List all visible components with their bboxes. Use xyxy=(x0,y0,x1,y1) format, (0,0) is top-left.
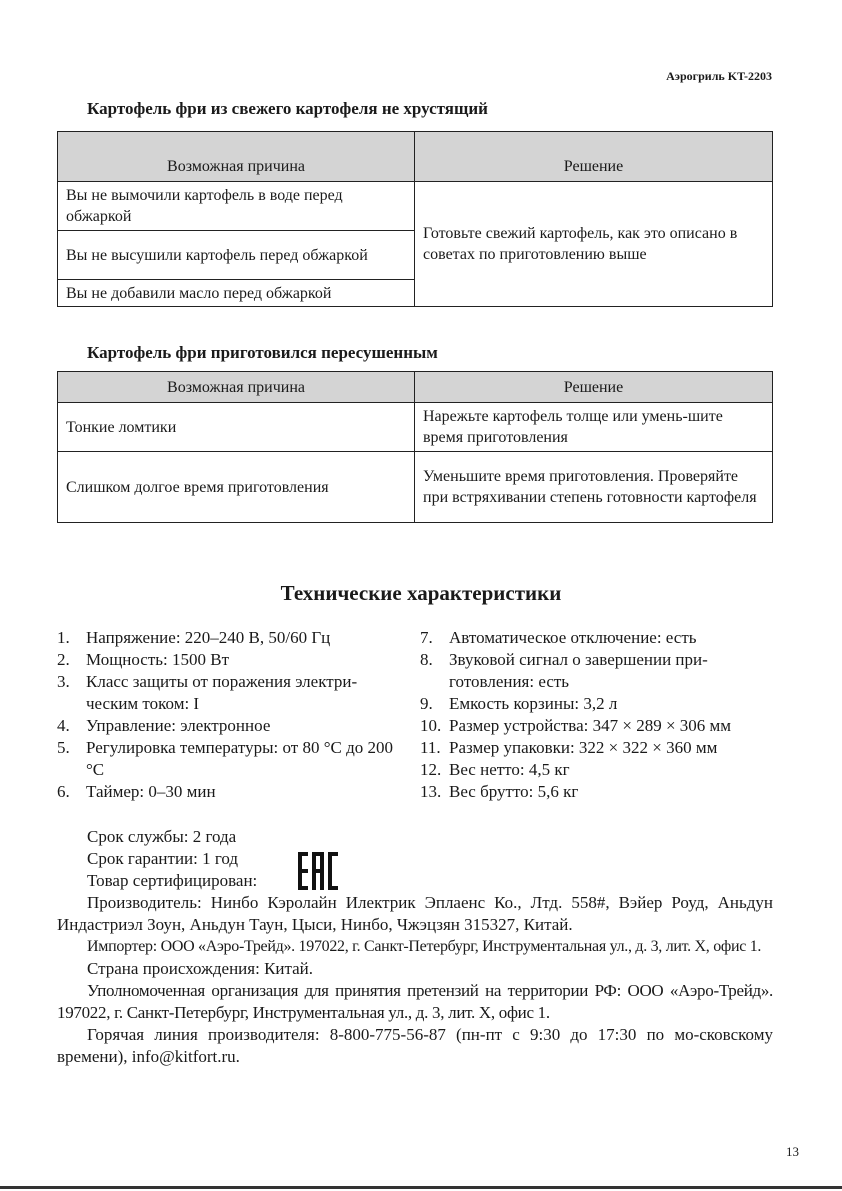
list-item xyxy=(57,715,407,737)
list-item xyxy=(420,627,780,649)
bottom-rule xyxy=(0,1186,842,1189)
item-number: 1. xyxy=(57,628,70,647)
list-item xyxy=(57,737,407,781)
item-text: Вес брутто: 5,6 кг xyxy=(449,782,579,801)
item-number: 7. xyxy=(420,628,433,647)
item-number: 3. xyxy=(57,672,70,691)
warranty: Срок гарантии: 1 год xyxy=(87,849,239,868)
item-number: 12. xyxy=(420,760,442,779)
item-text: Регулировка температуры: от 80 °С до 200 °С xyxy=(86,738,393,779)
eac-mark-icon xyxy=(298,852,340,890)
section2-table xyxy=(57,371,773,523)
hotline: Горячая линия производителя: 8-800-775-56-87 (пн-пт с 9:30 до 17:30 по мо-сковскому времени), info@kitfort.ru. xyxy=(57,1025,773,1066)
section1-table xyxy=(57,131,773,307)
item-text: Емкость корзины: 3,2 л xyxy=(449,694,618,713)
list-item xyxy=(420,759,780,781)
solution-cell: Уменьшите время приготовления. Проверяйте при встряхивании степень готовности картофеля xyxy=(415,452,773,523)
cause-cell: Тонкие ломтики xyxy=(58,403,415,452)
list-item xyxy=(420,737,780,759)
cause-cell: Вы не вымочили картофель в воде перед обжаркой xyxy=(58,182,415,231)
item-number: 4. xyxy=(57,716,70,735)
authorized-org: Уполномоченная организация для принятия претензий на территории РФ: ООО «Аэро-Трейд». 197022, г. Санкт-Петербург, Инструментальная ул., д. 3, лит. Х, офис 1. xyxy=(57,981,773,1022)
item-number: 11. xyxy=(420,738,441,757)
table-header-row xyxy=(58,372,773,403)
item-text: Размер упаковки: 322 × 322 × 360 мм xyxy=(449,738,718,757)
item-number: 10. xyxy=(420,716,442,735)
table-row xyxy=(58,403,773,452)
item-number: 6. xyxy=(57,782,70,801)
page-number: 13 xyxy=(786,1144,799,1159)
section1-title: Картофель фри из свежего картофеля не хрустящий xyxy=(87,99,488,118)
header-model: Аэрогриль KT-2203 xyxy=(666,69,772,83)
item-number: 2. xyxy=(57,650,70,669)
item-text: Класс защиты от поражения электри-ческим током: I xyxy=(86,672,358,713)
list-item xyxy=(57,781,407,803)
certified-text: Товар сертифицирован: xyxy=(87,871,258,890)
manufacturer: Производитель: Нинбо Кэролайн Илектрик Эплаенс Ко., Лтд. 558#, Вэйер Роуд, Аньдун Индастриэл Зоун, Аньдун Таун, Цыси, Нинбо, Чжэцзян 315327, Китай. xyxy=(57,893,773,934)
list-item xyxy=(420,715,780,737)
col-cause-header: Возможная причина xyxy=(58,372,415,403)
table-row xyxy=(58,182,773,231)
item-number: 8. xyxy=(420,650,433,669)
col-cause-header: Возможная причина xyxy=(58,132,415,182)
item-text: Размер устройства: 347 × 289 × 306 мм xyxy=(449,716,732,735)
item-text: Звуковой сигнал о завершении при-готовления: есть xyxy=(449,650,708,691)
list-item xyxy=(420,693,780,715)
list-item xyxy=(420,649,780,693)
solution-cell: Готовьте свежий картофель, как это описано в советах по приготовлению выше xyxy=(415,182,773,307)
cause-cell: Вы не добавили масло перед обжаркой xyxy=(58,280,415,307)
item-number: 9. xyxy=(420,694,433,713)
solution-cell: Нарежьте картофель толще или умень-шите время приготовления xyxy=(415,403,773,452)
cause-cell: Вы не высушили картофель перед обжаркой xyxy=(58,231,415,280)
specs-list-left xyxy=(57,627,407,803)
item-text: Таймер: 0–30 мин xyxy=(86,782,216,801)
table-header-row xyxy=(58,132,773,182)
item-text: Вес нетто: 4,5 кг xyxy=(449,760,570,779)
item-number: 5. xyxy=(57,738,70,757)
list-item xyxy=(57,671,407,715)
item-text: Мощность: 1500 Вт xyxy=(86,650,230,669)
col-solution-header: Решение xyxy=(415,132,773,182)
item-text: Напряжение: 220–240 В, 50/60 Гц xyxy=(86,628,331,647)
specs-list-right xyxy=(420,627,780,803)
country-origin: Страна происхождения: Китай. xyxy=(87,959,314,978)
importer: Импортер: ООО «Аэро-Трейд». 197022, г. Санкт-Петербург, Инструментальная ул., д. 3, лит. Х, офис 1. xyxy=(87,938,762,955)
list-item xyxy=(57,649,407,671)
info-block xyxy=(57,826,773,1068)
section2-title: Картофель фри приготовился пересушенным xyxy=(87,343,438,362)
list-item xyxy=(420,781,780,803)
specs-title: Технические характеристики xyxy=(280,581,562,605)
list-item xyxy=(57,627,407,649)
table-row xyxy=(58,452,773,523)
col-solution-header: Решение xyxy=(415,372,773,403)
certified-line xyxy=(57,870,773,892)
item-text: Управление: электронное xyxy=(86,716,271,735)
item-number: 13. xyxy=(420,782,442,801)
cause-cell: Слишком долгое время приготовления xyxy=(58,452,415,523)
item-text: Автоматическое отключение: есть xyxy=(449,628,697,647)
service-life: Срок службы: 2 года xyxy=(87,827,237,846)
